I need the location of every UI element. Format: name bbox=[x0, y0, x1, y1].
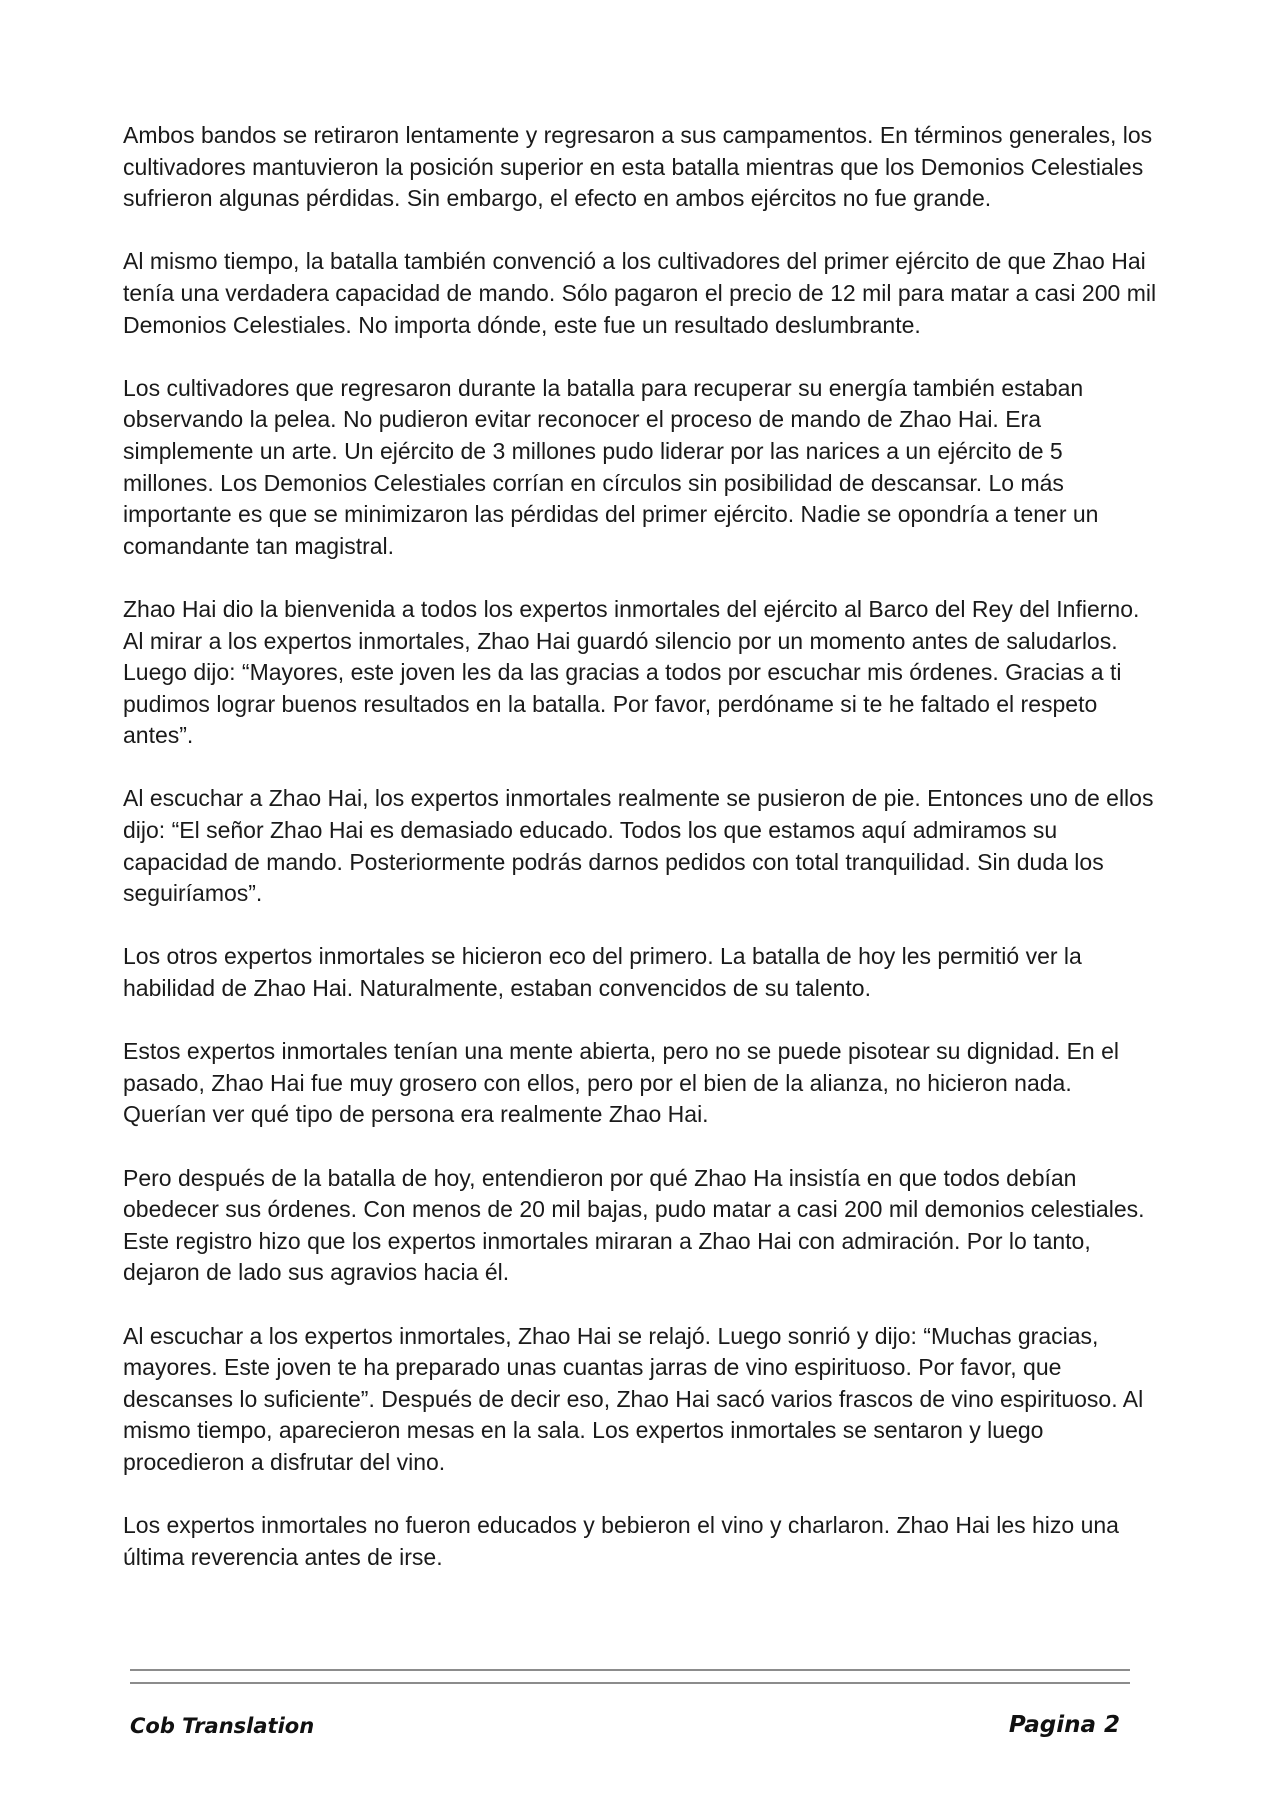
footer-page-number: Pagina 2 bbox=[1008, 1712, 1120, 1738]
paragraph-8: Pero después de la batalla de hoy, entendieron por qué Zhao Ha insistía en que todos debían obedecer sus órdenes. Con menos de 20 mil bajas, pudo matar a casi 200 mil demonios celestiales. Este registro hizo que los expertos inmortales miraran a Zhao Hai con admiración. Por lo tanto, dejaron de lado sus agravios hacia él. bbox=[123, 1164, 1145, 1286]
paragraph-3: Los cultivadores que regresaron durante la batalla para recuperar su energía también estaban observando la pelea. No pudieron evitar reconocer el proceso de mando de Zhao Hai. Era simplemente un arte. Un ejército de 3 millones pudo liderar por las narices a un ejército de 5 millones. Los Demonios Celestiales corrían en círculos sin posibilidad de descansar. Lo más importante es que se minimizaron las pérdidas del primer ejército. Nadie se opondría a tener un comandante tan magistral. bbox=[123, 374, 1099, 559]
body-text bbox=[123, 120, 1158, 1605]
paragraph-9: Al escuchar a los expertos inmortales, Zhao Hai se relajó. Luego sonrió y dijo: “Muchas gracias, mayores. Este joven te ha preparado unas cuantas jarras de vino espirituoso. Por favor, que descanses lo suficiente”. Después de decir eso, Zhao Hai sacó varios frascos de vino espirituoso. Al mismo tiempo, aparecieron mesas en la sala. Los expertos inmortales se sentaron y luego procedieron a disfrutar del vino. bbox=[123, 1322, 1144, 1475]
paragraph-10: Los expertos inmortales no fueron educados y bebieron el vino y charlaron. Zhao Hai les hizo una última reverencia antes de irse. bbox=[123, 1512, 1119, 1570]
paragraph-2: Al mismo tiempo, la batalla también convenció a los cultivadores del primer ejército de que Zhao Hai tenía una verdadera capacidad de mando. Sólo pagaron el precio de 12 mil para matar a casi 200 mil Demonios Celestiales. No importa dónde, este fue un resultado deslumbrante. bbox=[123, 248, 1157, 338]
footer-divider-top bbox=[130, 1669, 1130, 1671]
paragraph-1: Ambos bandos se retiraron lentamente y regresaron a sus campamentos. En términos generales, los cultivadores mantuvieron la posición superior en esta batalla mientras que los Demonios Celestiales sufrieron algunas pérdidas. Sin embargo, el efecto en ambos ejércitos no fue grande. bbox=[123, 122, 1153, 212]
footer-translator-credit: Cob Translation bbox=[130, 1714, 315, 1738]
paragraph-4: Zhao Hai dio la bienvenida a todos los expertos inmortales del ejército al Barco del Rey del Infierno. Al mirar a los expertos inmortales, Zhao Hai guardó silencio por un momento antes de saludarlos. Luego dijo: “Mayores, este joven les da las gracias a todos por escuchar mis órdenes. Gracias a ti pudimos lograr buenos resultados en la batalla. Por favor, perdóname si te he faltado el respeto antes”. bbox=[123, 595, 1140, 749]
paragraph-5: Al escuchar a Zhao Hai, los expertos inmortales realmente se pusieron de pie. Entonces uno de ellos dijo: “El señor Zhao Hai es demasiado educado. Todos los que estamos aquí admiramos su capacidad de mando. Posteriormente podrás darnos pedidos con total tranquilidad. Sin duda los seguiríamos”. bbox=[123, 785, 1154, 907]
footer-divider-bottom bbox=[130, 1682, 1130, 1684]
paragraph-7: Estos expertos inmortales tenían una mente abierta, pero no se puede pisotear su dignidad. En el pasado, Zhao Hai fue muy grosero con ellos, pero por el bien de la alianza, no hicieron nada. Querían ver qué tipo de persona era realmente Zhao Hai. bbox=[123, 1038, 1120, 1128]
paragraph-6: Los otros expertos inmortales se hicieron eco del primero. La batalla de hoy les permitió ver la habilidad de Zhao Hai. Naturalmente, estaban convencidos de su talento. bbox=[123, 943, 1082, 1002]
